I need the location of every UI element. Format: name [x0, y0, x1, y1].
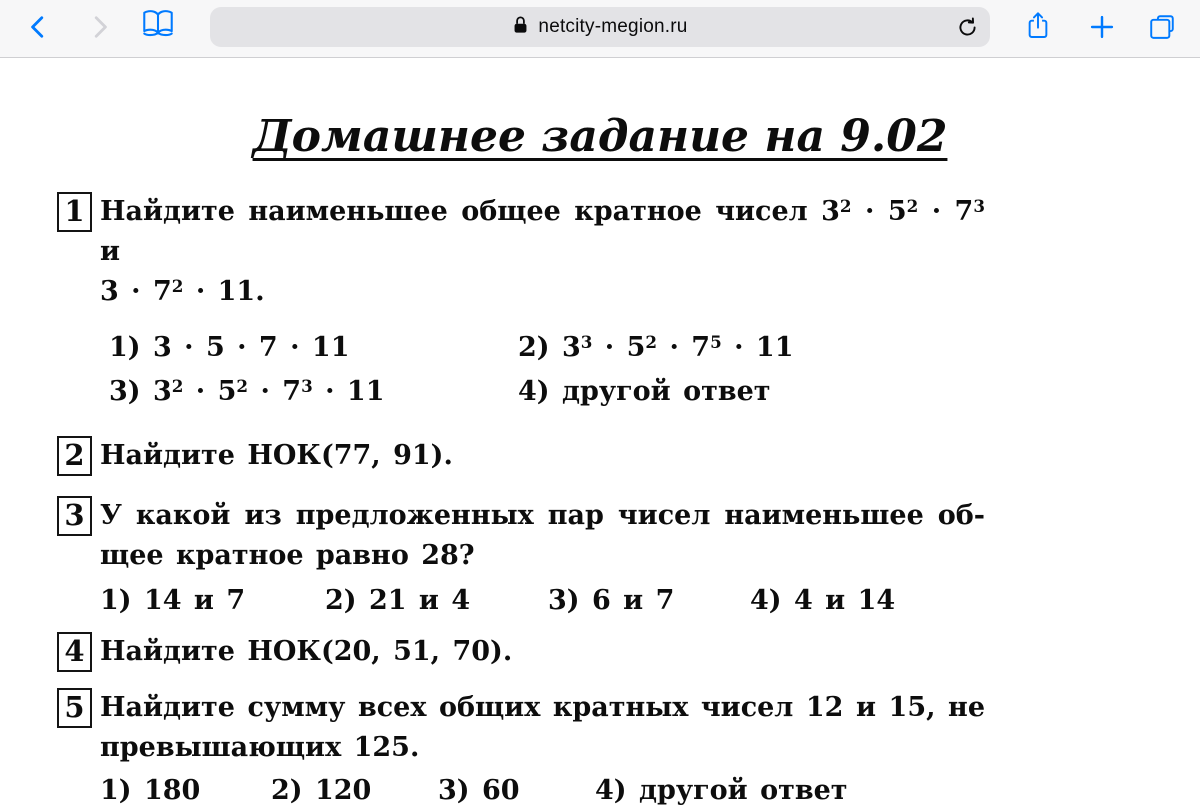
answer-options: [100, 580, 985, 622]
reload-icon: [956, 16, 979, 39]
browser-toolbar: [0, 0, 1200, 58]
forward-button[interactable]: [84, 13, 116, 45]
answer-option: 2) 21 и 4: [325, 585, 471, 616]
answer-option: 3) 60: [438, 775, 520, 806]
answer-option: 1) 180: [100, 775, 201, 806]
problem-text-line: превышающих 125.: [100, 732, 420, 763]
answer-options: [100, 770, 985, 812]
answer-option: 3) 6 и 7: [548, 585, 675, 616]
answer-option: 4) 4 и 14: [750, 585, 896, 616]
problem-text-line: щее кратное равно 28?: [100, 540, 475, 571]
problem-number-box: 4: [57, 632, 92, 672]
answer-option: 3) $3^2 \cdot 5^2 \cdot 7^3 \cdot 11$: [109, 375, 385, 407]
answer-option: 4) другой ответ: [518, 376, 771, 407]
back-chevron-icon: [25, 14, 51, 44]
problem-text-line: Найдите НОК(20, 51, 70).: [100, 636, 513, 667]
problem-number-box: 3: [57, 496, 92, 536]
tabs-button[interactable]: [1146, 13, 1178, 45]
problem-5: [57, 688, 985, 812]
answer-option: 1) 14 и 7: [100, 585, 246, 616]
problem-number-box: 5: [57, 688, 92, 728]
problem-2: [57, 436, 985, 476]
share-button[interactable]: [1022, 11, 1054, 43]
problem-number-box: 1: [57, 192, 92, 232]
answer-option: 4) другой ответ: [595, 775, 848, 806]
problem-text-line: $3 \cdot 7^2 \cdot 11$.: [100, 275, 265, 307]
open-book-icon: [141, 8, 175, 44]
problem-text-line: У какой из предложенных пар чисел наименьшее об-: [100, 500, 985, 531]
answer-option: 1) 3 · 5 · 7 · 11: [109, 332, 350, 363]
back-button[interactable]: [22, 13, 54, 45]
problem-1: [57, 192, 985, 414]
problem-text-line: Найдите сумму всех общих кратных чисел 12 и 15, не: [100, 692, 985, 723]
problem-text-line: Найдите наименьшее общее кратное чисел $3^2 \cdot 5^2 \cdot 7^3$ и: [100, 195, 985, 267]
answer-options: [100, 326, 985, 414]
reload-button[interactable]: [955, 15, 979, 39]
answer-option: 2) $3^3 \cdot 5^2 \cdot 7^5 \cdot 11$: [518, 331, 794, 363]
bookmarks-button[interactable]: [142, 10, 174, 42]
problem-number-box: 2: [57, 436, 92, 476]
tabs-overview-icon: [1148, 13, 1176, 45]
answer-option: 2) 120: [271, 775, 372, 806]
problem-text-line: Найдите НОК(77, 91).: [100, 440, 453, 471]
plus-icon: [1088, 13, 1116, 45]
forward-chevron-icon: [87, 14, 113, 44]
share-icon: [1025, 10, 1051, 44]
problem-4: [57, 632, 985, 672]
problem-3: [57, 496, 985, 622]
worksheet: [0, 192, 1200, 812]
new-tab-button[interactable]: [1086, 13, 1118, 45]
document-body: [0, 108, 1200, 812]
lock-icon: [512, 14, 529, 40]
address-bar[interactable]: [210, 7, 990, 47]
page-title: Домашнее задание на 9.02: [252, 111, 948, 162]
url-text: netcity-megion.ru: [538, 16, 688, 37]
